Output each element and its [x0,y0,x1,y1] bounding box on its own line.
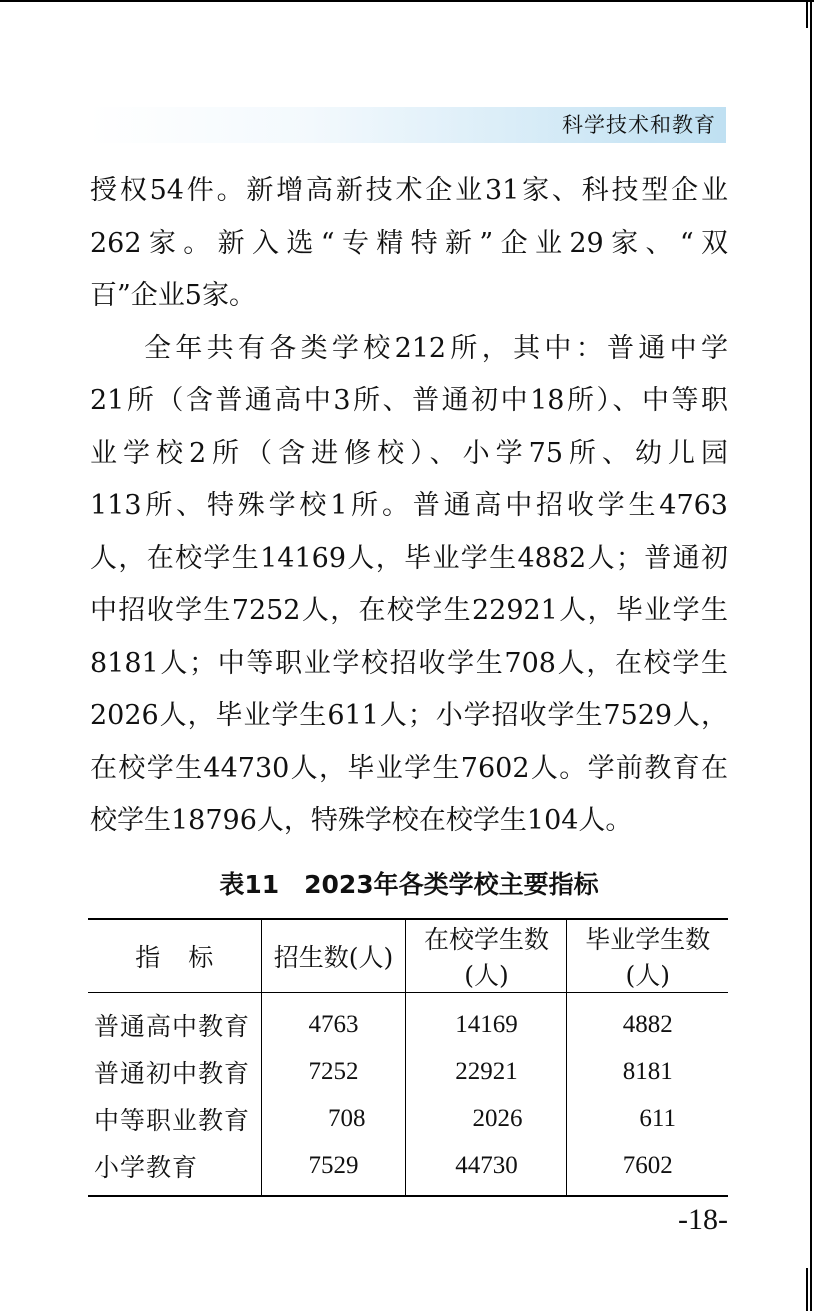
page-right-border [810,0,812,1311]
section-header-band [88,107,726,143]
text-line: 262家。新入选“专精特新”企业29家、“双 [90,227,728,259]
table-row [88,993,728,1049]
cell-enrolled: 7252 [261,1048,406,1095]
section-title: 科学技术和教育 [562,113,716,137]
table-row [88,1142,728,1196]
text-line: 人，在校学生14169人，毕业学生4882人；普通初 [90,542,728,574]
page-right-tick-top [806,0,808,28]
table-row [88,1048,728,1095]
header-in-school: 在校学生数(人) [406,919,567,993]
paragraph-2 [90,323,728,848]
school-indicators-table [88,918,728,1197]
table-row [88,1095,728,1142]
text-line: 2026人，毕业学生611人；小学招收学生7529人， [90,700,728,731]
text-line: 全年共有各类学校212所，其中：普通中学 [144,332,728,364]
row-indicator: 中等职业教育 [94,1105,251,1135]
row-indicator: 普通高中教育 [94,1011,251,1041]
text-line: 授权54件。新增高新技术企业31家、科技型企业 [90,175,728,206]
text-line: 校学生18796人，特殊学校在校学生104人。 [90,805,633,836]
page-number: -18- [678,1203,728,1236]
text-line: 中招收学生7252人，在校学生22921人，毕业学生 [90,595,728,626]
text-line: 113所、特殊学校1所。普通高中招收学生4763 [90,490,728,521]
paragraph-1 [90,165,728,323]
text-line: 21所（含普通高中3所、普通初中18所）、中等职 [90,385,728,416]
text-line: 8181人；中等职业学校招收学生708人，在校学生 [90,647,728,679]
cell-enrolled: 708 [261,1095,406,1142]
row-indicator: 普通初中教育 [94,1058,251,1088]
cell-in-school: 2026 [406,1095,567,1142]
cell-graduates: 7602 [567,1142,728,1196]
table-header-row [88,919,728,993]
text-line: 业学校2所（含进修校）、小学75所、幼儿园 [90,437,728,469]
cell-graduates: 611 [567,1095,728,1142]
cell-in-school: 44730 [406,1142,567,1196]
cell-in-school: 14169 [406,993,567,1049]
header-enrolled: 招生数(人) [261,919,406,993]
cell-enrolled: 7529 [261,1142,406,1196]
page-right-tick-bottom [806,1268,808,1311]
body-text [90,165,728,848]
table-caption: 表11 2023年各类学校主要指标 [219,870,599,899]
page-top-border [0,0,814,2]
cell-enrolled: 4763 [261,993,406,1049]
text-line: 在校学生44730人，毕业学生7602人。学前教育在 [90,752,728,784]
header-graduates: 毕业学生数(人) [567,919,728,993]
text-line: 百”企业5家。 [90,280,256,311]
cell-graduates: 4882 [567,993,728,1049]
header-indicator: 指标 [88,919,261,993]
cell-graduates: 8181 [567,1048,728,1095]
row-indicator: 小学教育 [88,1142,261,1196]
cell-in-school: 22921 [406,1048,567,1095]
